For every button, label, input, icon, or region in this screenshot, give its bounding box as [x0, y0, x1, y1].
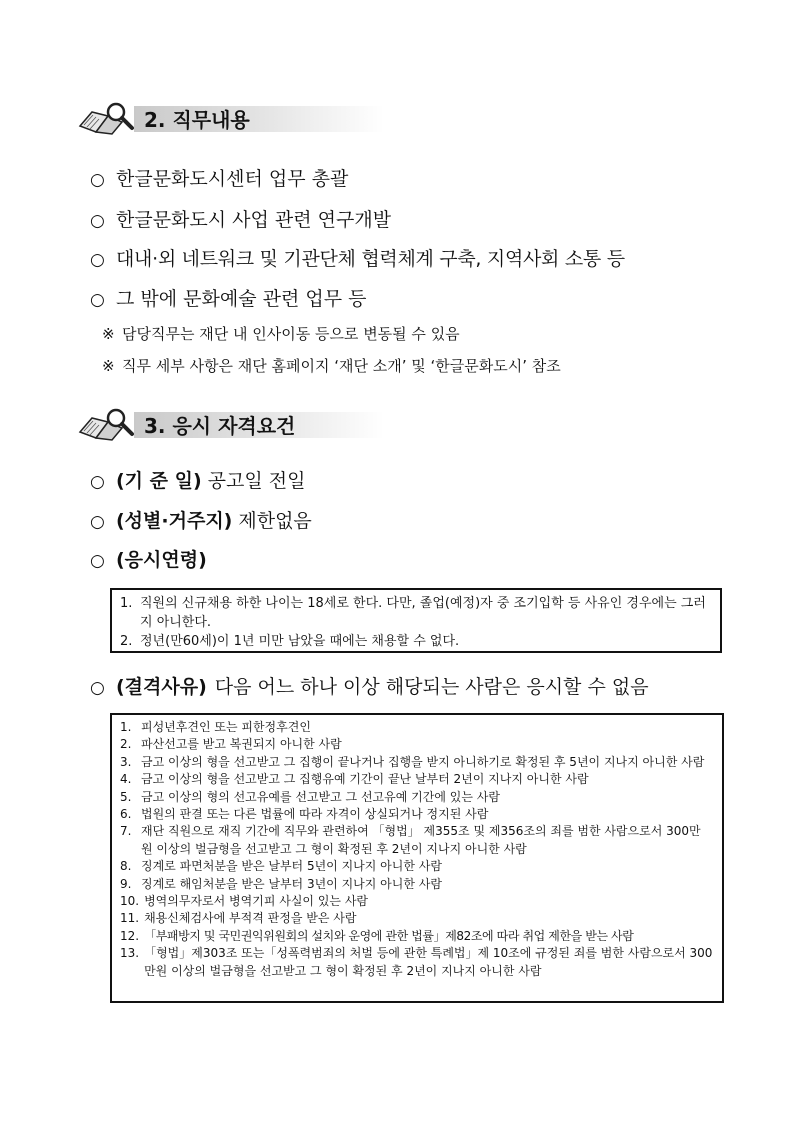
list-item: 4. 금고 이상의 형을 선고받고 그 집행유예 기간이 끝난 날부터 2년이 지나지 아니한 사람	[120, 772, 589, 787]
disqualification-box	[110, 713, 724, 1003]
duty-item: ○ 한글문화도시센터 업무 총괄	[90, 168, 349, 190]
list-item: 10. 병역의무자로서 병역기피 사실이 있는 사람	[120, 894, 369, 909]
book-magnifier-icon	[78, 406, 142, 442]
reference-mark-icon: ※	[102, 357, 115, 375]
circle-bullet-icon: ○	[90, 211, 105, 231]
list-item: 2. 파산선고를 받고 복권되지 아니한 사람	[120, 737, 342, 752]
list-item: 2. 정년(만60세)이 1년 미만 남았을 때에는 채용할 수 없다.	[120, 634, 460, 649]
circle-bullet-icon: ○	[90, 250, 105, 270]
list-item: 12. 「부패방지 및 국민권익위원회의 설치와 운영에 관한 법률」제82조에 따라 취업 제한을 받는 사람	[120, 928, 634, 943]
circle-bullet-icon: ○	[90, 512, 105, 532]
qualification-item: ○ (응시연령)	[90, 549, 207, 571]
note: ※ 직무 세부 사항은 재단 홈페이지 ‘재단 소개’ 및 ‘한글문화도시’ 참조	[102, 357, 561, 375]
section-title: 3. 응시 자격요건	[144, 414, 296, 438]
circle-bullet-icon: ○	[90, 472, 105, 492]
note: ※ 담당직무는 재단 내 인사이동 등으로 변동될 수 있음	[102, 325, 460, 343]
list-item: 11. 채용신체검사에 부적격 판정을 받은 사람	[120, 911, 357, 926]
circle-bullet-icon: ○	[90, 290, 105, 310]
reference-mark-icon: ※	[102, 325, 115, 343]
list-item: 9. 징계로 해임처분을 받은 날부터 3년이 지나지 아니한 사람	[120, 876, 442, 891]
qualification-item: ○ (기 준 일) 공고일 전일	[90, 470, 306, 492]
list-item: 6. 법원의 판결 또는 다른 법률에 따라 자격이 상실되거나 정지된 사람	[120, 807, 489, 822]
circle-bullet-icon: ○	[90, 551, 105, 571]
circle-bullet-icon: ○	[90, 678, 105, 698]
list-item: 13. 「형법」제303조 또는「성폭력범죄의 처벌 등에 관한 특례법」제 10조에 규정된 죄를 범한 사람으로서 300만원 이상의 벌금형을 선고받고 그 형이 확정된 후 2년이 지나지 아니한 사람	[120, 946, 713, 978]
list-item: 8. 징계로 파면처분을 받은 날부터 5년이 지나지 아니한 사람	[120, 859, 442, 874]
age-rules-box	[110, 588, 722, 653]
list-item: 7. 재단 직원으로 재직 기간에 직무와 관련하여 「형법」 제355조 및 제356조의 죄를 범한 사람으로서 300만 원 이상의 벌금형을 선고받고 그 형이 확정된 후 2년이 지나지 아니한 사람	[120, 824, 701, 856]
duty-item: ○ 한글문화도시 사업 관련 연구개발	[90, 209, 392, 231]
duty-item: ○ 대내·외 네트워크 및 기관단체 협력체계 구축, 지역사회 소통 등	[90, 248, 625, 270]
qualification-item: ○ (성별·거주지) 제한없음	[90, 510, 312, 532]
book-magnifier-icon	[78, 100, 142, 136]
section-title: 2. 직무내용	[144, 108, 250, 132]
list-item: 1. 피성년후견인 또는 피한정후견인	[120, 720, 311, 734]
qualification-item: ○ (결격사유) 다음 어느 하나 이상 해당되는 사람은 응시할 수 없음	[90, 676, 649, 698]
circle-bullet-icon: ○	[90, 170, 105, 190]
list-item: 3. 금고 이상의 형을 선고받고 그 집행이 끝나거나 집행을 받지 아니하기로 확정된 후 5년이 지나지 아니한 사람	[120, 754, 705, 769]
list-item: 1. 직원의 신규채용 하한 나이는 18세로 한다. 다만, 졸업(예정)자 중 조기입학 등 사유인 경우에는 그러지 아니한다.	[120, 596, 706, 630]
duty-item: ○ 그 밖에 문화예술 관련 업무 등	[90, 288, 367, 310]
list-item: 5. 금고 이상의 형의 선고유예를 선고받고 그 선고유예 기간에 있는 사람	[120, 789, 500, 804]
